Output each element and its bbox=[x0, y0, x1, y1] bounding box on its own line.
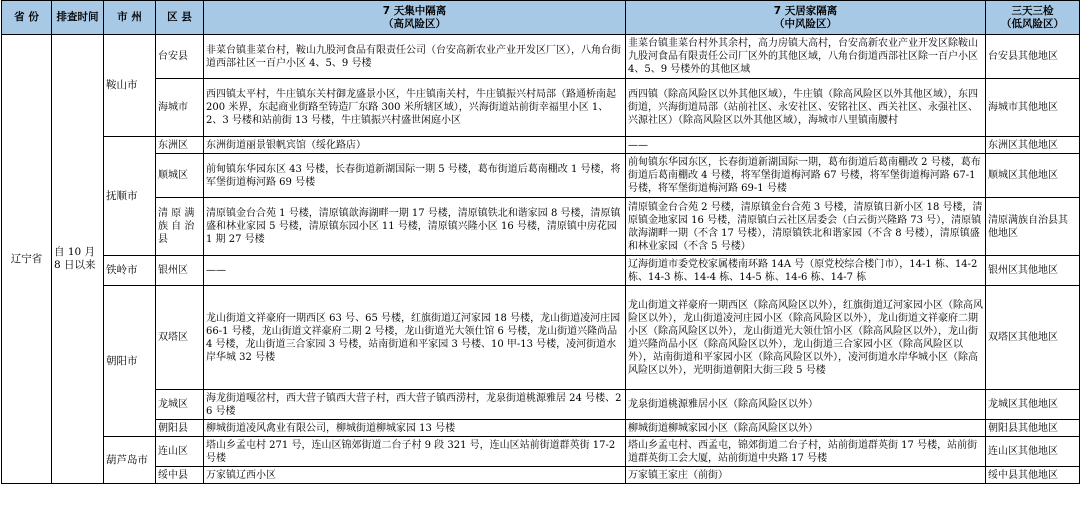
low-risk-cell: 清原满族自治县其他地区 bbox=[986, 198, 1080, 256]
header-check-title: 三天三检 bbox=[1011, 4, 1054, 17]
header-home-title: 7 天居家隔离 bbox=[773, 4, 838, 17]
city-cell-chaoyang: 朝阳市 bbox=[104, 286, 156, 437]
low-risk-cell: 绥中县其他地区 bbox=[986, 467, 1080, 484]
high-risk-cell: 清原镇金台合苑 1 号楼，清原镇歆海湖畔一期 17 号楼，清原镇铁北和谐家园 8 号楼，清原镇盛和林业家园 5 号楼，清原镇东园小区 11 号楼，清原镇兴隆小区 16 号楼，清原镇中房花园 1 期 27 号楼 bbox=[204, 198, 626, 256]
table-row bbox=[2, 286, 1080, 390]
table-row bbox=[2, 256, 1080, 286]
mid-risk-cell: 柳城街道柳城家园小区（除高风险区以外） bbox=[626, 420, 986, 437]
table-row bbox=[2, 137, 1080, 154]
header-county: 区 县 bbox=[156, 1, 204, 35]
mid-risk-cell: 塔山乡孟屯村、西孟屯，锦郊街道二台子村，站前街道群英街 17 号楼，站前街道群英街工会大厦，站前街道中央路 17 号楼 bbox=[626, 437, 986, 467]
header-city: 市 州 bbox=[104, 1, 156, 35]
header-home-sub: （中风险区） bbox=[774, 17, 837, 30]
high-risk-cell: 西四镇太平村，牛庄镇东关村御龙盛景小区，牛庄镇南关村，牛庄镇振兴村局部（路通桥南起 200 米界，东起商业街路至铸造厂东路 300 米所辖区域），兴海街道站前街幸福里小区 1、2、3 号楼和站前街 13 号楼，牛庄镇振兴村盛世闲庭小区 bbox=[204, 79, 626, 137]
table-row bbox=[2, 79, 1080, 137]
mid-risk-cell: 前甸镇东华园东区，长春街道新湖国际一期，葛布街道后葛南棚改 2 号楼，葛布街道后葛南棚改 4 号楼，将军堡街道梅河路 67 号楼，将军堡街道梅河路 67-1 号楼，将军堡街道梅河路 69-1 号楼 bbox=[626, 154, 986, 198]
header-province: 省 份 bbox=[2, 1, 52, 35]
mid-risk-cell: 西四镇（除高风险区以外其他区域），牛庄镇（除高风险区以外其他区域），东四街道，兴海街道局部（站前社区、永安社区、安铭社区、西关社区、永强社区、兴源社区）（除高风险区以外其他区域），海城市八里镇南腰村 bbox=[626, 79, 986, 137]
city-cell-anshan: 鞍山市 bbox=[104, 35, 156, 137]
high-risk-cell: 东洲街道丽景银帆宾馆（绥化路店） bbox=[204, 137, 626, 154]
high-risk-cell: 龙山街道文祥豪府一期西区 63 号、65 号楼，红旗街道辽河家园 18 号楼，龙山街道凌河庄园 66-1 号楼，龙山街道文祥豪府二期 2 号楼，龙山街道光大领仕馆 6 号楼，龙山街道兴隆尚品 4 号楼，龙山街道三合家园 3 号楼，站南街道和平家园 3 号楼、10 甲-13 号楼，凌河街道水岸华城 32 号楼 bbox=[204, 286, 626, 390]
high-risk-cell: 柳城街道凌风禽业有限公司，柳城街道柳城家园 13 号楼 bbox=[204, 420, 626, 437]
header-central-title: 7 天集中隔离 bbox=[382, 4, 447, 17]
high-risk-cell: 塔山乡孟屯村 271 号，连山区锦郊街道二台子村 9 段 321 号，连山区站前街道群英街 17-2 号楼 bbox=[204, 437, 626, 467]
header-three-checks bbox=[986, 1, 1080, 35]
county-cell: 海城市 bbox=[156, 79, 204, 137]
high-risk-cell: 海龙街道嘎岔村，西大营子镇西大营子村，西大营子镇西涝村，龙泉街道桃源雅居 24 号楼、26 号楼 bbox=[204, 390, 626, 420]
county-cell: 龙城区 bbox=[156, 390, 204, 420]
county-cell: 连山区 bbox=[156, 437, 204, 467]
table-row bbox=[2, 35, 1080, 79]
county-cell: 朝阳县 bbox=[156, 420, 204, 437]
table-row bbox=[2, 154, 1080, 198]
high-risk-cell: 非菜台镇韭菜台村，鞍山九股河食品有限责任公司（台安高新农业产业开发区厂区），八角台街道西部社区一百户小区 4、5、9 号楼 bbox=[204, 35, 626, 79]
city-cell-fushun: 抚顺市 bbox=[104, 137, 156, 256]
county-cell: 东洲区 bbox=[156, 137, 204, 154]
mid-risk-cell: 龙山街道文祥豪府一期西区（除高风险区以外），红旗街道辽河家园小区（除高风险区以外），龙山街道凌河庄园小区（除高风险区以外），龙山街道文祥豪府二期小区（除高风险区以外），龙山街道光大领仕馆小区（除高风险区以外），龙山街道兴隆尚品小区（除高风险区以外），龙山街道三合家园小区（除高风险区以外），站南街道和平家园小区（除高风险区以外），凌河街道水岸华城小区（除高风险区以外），光明街道朝阳大街三段 5 号楼 bbox=[626, 286, 986, 390]
low-risk-cell: 连山区其他地区 bbox=[986, 437, 1080, 467]
table-row bbox=[2, 198, 1080, 256]
county-cell: 银州区 bbox=[156, 256, 204, 286]
low-risk-cell: 朝阳县其他地区 bbox=[986, 420, 1080, 437]
mid-risk-cell: 龙泉街道桃源雅居小区（除高风险区以外） bbox=[626, 390, 986, 420]
header-check-sub: （低风险区） bbox=[1001, 17, 1064, 30]
county-cell: 双塔区 bbox=[156, 286, 204, 390]
county-cell: 绥中县 bbox=[156, 467, 204, 484]
mid-risk-cell: 辽海街道市委党校家属楼南环路 14A 号（原党校综合楼门市），14-1 栋、14-2 栋、14-3 栋、14-4 栋、14-5 栋、14-6 栋、14-7 栋 bbox=[626, 256, 986, 286]
table-row bbox=[2, 437, 1080, 467]
county-cell: 台安县 bbox=[156, 35, 204, 79]
low-risk-cell: 台安县其他地区 bbox=[986, 35, 1080, 79]
mid-risk-cell: 万家镇王家庄（前街） bbox=[626, 467, 986, 484]
low-risk-cell: 银州区其他地区 bbox=[986, 256, 1080, 286]
county-cell: 清 原 满 族 自 治 县 bbox=[156, 198, 204, 256]
mid-risk-cell: 韭菜台镇韭菜台村外其余村，高力房镇大高村，台安高新农业产业开发区除鞍山九股河食品有限责任公司厂区外的其他区域，八角台街道西部社区除一百户小区 4、5、9 号楼外的其他区域 bbox=[626, 35, 986, 79]
low-risk-cell: 海城市其他地区 bbox=[986, 79, 1080, 137]
high-risk-cell: —— bbox=[204, 256, 626, 286]
time-cell: 自 10 月 8 日以来 bbox=[52, 35, 104, 484]
low-risk-cell: 龙城区其他地区 bbox=[986, 390, 1080, 420]
city-cell-huludao: 葫芦岛市 bbox=[104, 437, 156, 484]
low-risk-cell: 双塔区其他地区 bbox=[986, 286, 1080, 390]
header-central-isolation bbox=[204, 1, 626, 35]
table-row bbox=[2, 467, 1080, 484]
province-cell: 辽宁省 bbox=[2, 35, 52, 484]
mid-risk-cell: —— bbox=[626, 137, 986, 154]
table-row bbox=[2, 420, 1080, 437]
low-risk-cell: 顺城区其他地区 bbox=[986, 154, 1080, 198]
low-risk-cell: 东洲区其他地区 bbox=[986, 137, 1080, 154]
header-central-sub: （高风险区） bbox=[383, 17, 446, 30]
mid-risk-cell: 清原镇金台合苑 2 号楼，清原镇金台合苑 3 号楼，清原镇日新小区 18 号楼，清原镇金地家园 16 号楼，清原镇白云社区居委会（白云街兴隆路 73 号），清原镇歆海湖畔一期（不含 17 号楼），清原镇铁北和谐家园（不含 8 号楼），清原镇盛和林业家园（不含 5 号楼） bbox=[626, 198, 986, 256]
risk-area-table bbox=[1, 0, 1080, 484]
high-risk-cell: 万家镇辽西小区 bbox=[204, 467, 626, 484]
header-time: 排查时间 bbox=[52, 1, 104, 35]
header-home-isolation bbox=[626, 1, 986, 35]
city-cell-tieling: 铁岭市 bbox=[104, 256, 156, 286]
county-cell: 顺城区 bbox=[156, 154, 204, 198]
high-risk-cell: 前甸镇东华园东区 43 号楼，长春街道新湖国际一期 5 号楼，葛布街道后葛南棚改 1 号楼，将军堡街道梅河路 69 号楼 bbox=[204, 154, 626, 198]
table-row bbox=[2, 390, 1080, 420]
